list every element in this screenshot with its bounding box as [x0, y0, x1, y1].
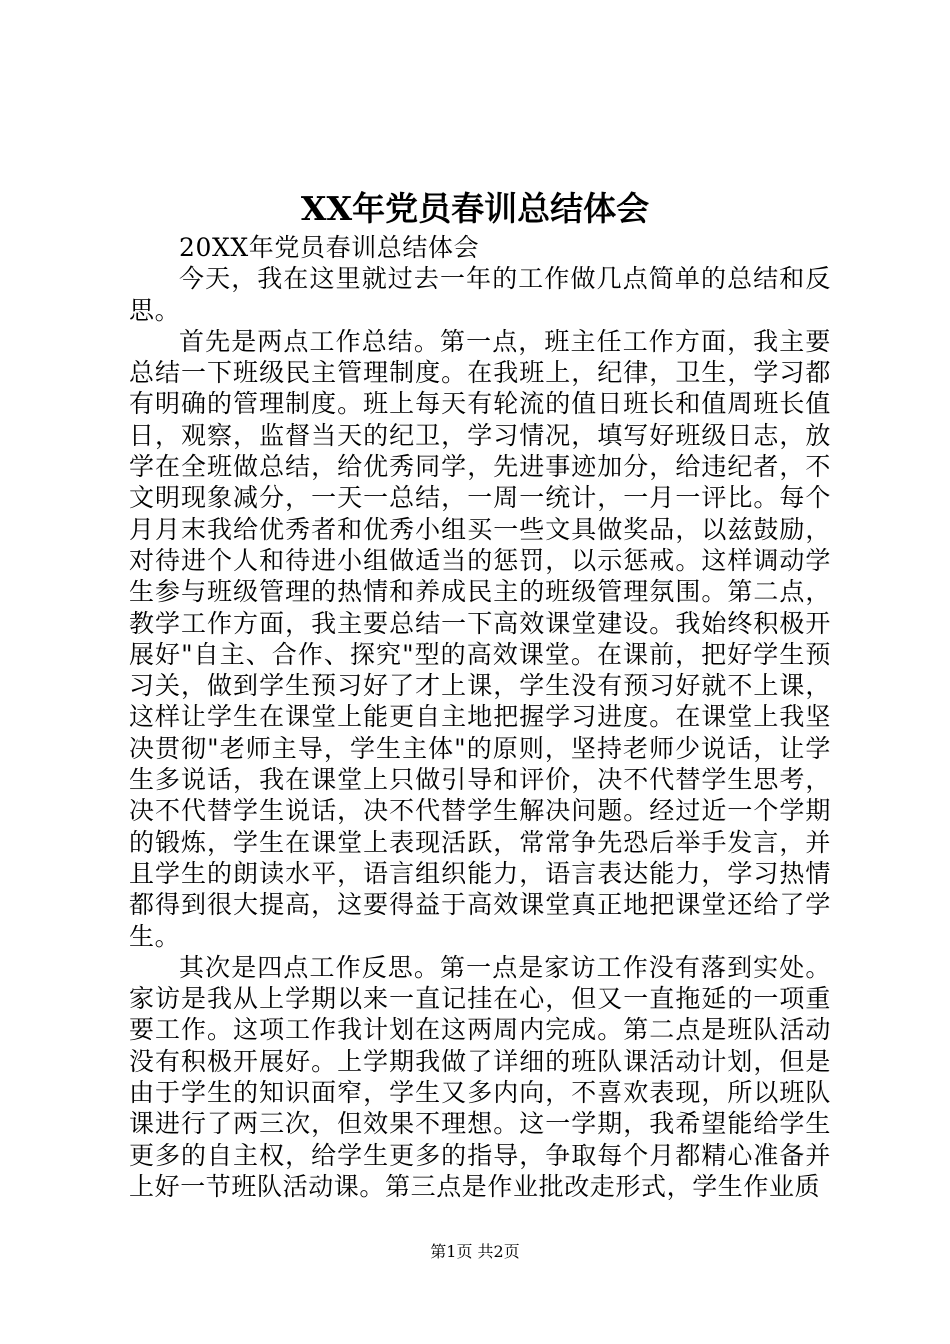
page-number-footer: 第1页 共2页	[430, 1242, 520, 1261]
paragraph-intro: 今天，我在这里就过去一年的工作做几点简单的总结和反思。	[129, 264, 831, 325]
document-title: XX年党员春训总结体会	[300, 189, 650, 228]
paragraph-summary: 首先是两点工作总结。第一点，班主任工作方面，我主要总结一下班级民主管理制度。在我班上，纪律，卫生，学习都有明确的管理制度。班上每天有轮流的值日班长和值周班长值日，观察，监督当天的纪卫，学习情况，填写好班级日志，放学在全班做总结，给优秀同学，先进事迹加分，给违纪者，不文明现象减分，一天一总结，一周一统计，一月一评比。每个月月末我给优秀者和优秀小组买一些文具做奖品，以兹鼓励，对待进个人和待进小组做适当的惩罚，以示惩戒。这样调动学生参与班级管理的热情和养成民主的班级管理氛围。第二点，教学工作方面，我主要总结一下高效课堂建设。我始终积极开展好"自主、合作、探究"型的高效课堂。在课前，把好学生预习关，做到学生预习好了才上课，学生没有预习好就不上课，这样让学生在课堂上能更自主地把握学习进度。在课堂上我坚决贯彻"老师主导，学生主体"的原则，坚持老师少说话，让学生多说话，我在课堂上只做引导和评价，决不代替学生思考，决不代替学生说话，决不代替学生解决问题。经过近一个学期的锻炼，学生在课堂上表现活跃，常常争先恐后举手发言，并且学生的朗读水平，语言组织能力，语言表达能力，学习热情都得到很大提高，这要得益于高效课堂真正地把课堂还给了学生。	[129, 326, 831, 951]
document-body	[129, 232, 831, 1202]
paragraph-reflection: 其次是四点工作反思。第一点是家访工作没有落到实处。家访是我从上学期以来一直记挂在心，但又一直拖延的一项重要工作。这项工作我计划在这两周内完成。第二点是班队活动没有积极开展好。上学期我做了详细的班队课活动计划，但是由于学生的知识面窄，学生又多内向，不喜欢表现，所以班队课进行了两三次，但效果不理想。这一学期，我希望能给学生更多的自主权，给学生更多的指导，争取每个月都精心准备并上好一节班队活动课。第三点是作业批改走形式，学生作业质	[129, 952, 831, 1201]
paragraph-subtitle: 20XX年党员春训总结体会	[179, 233, 480, 262]
